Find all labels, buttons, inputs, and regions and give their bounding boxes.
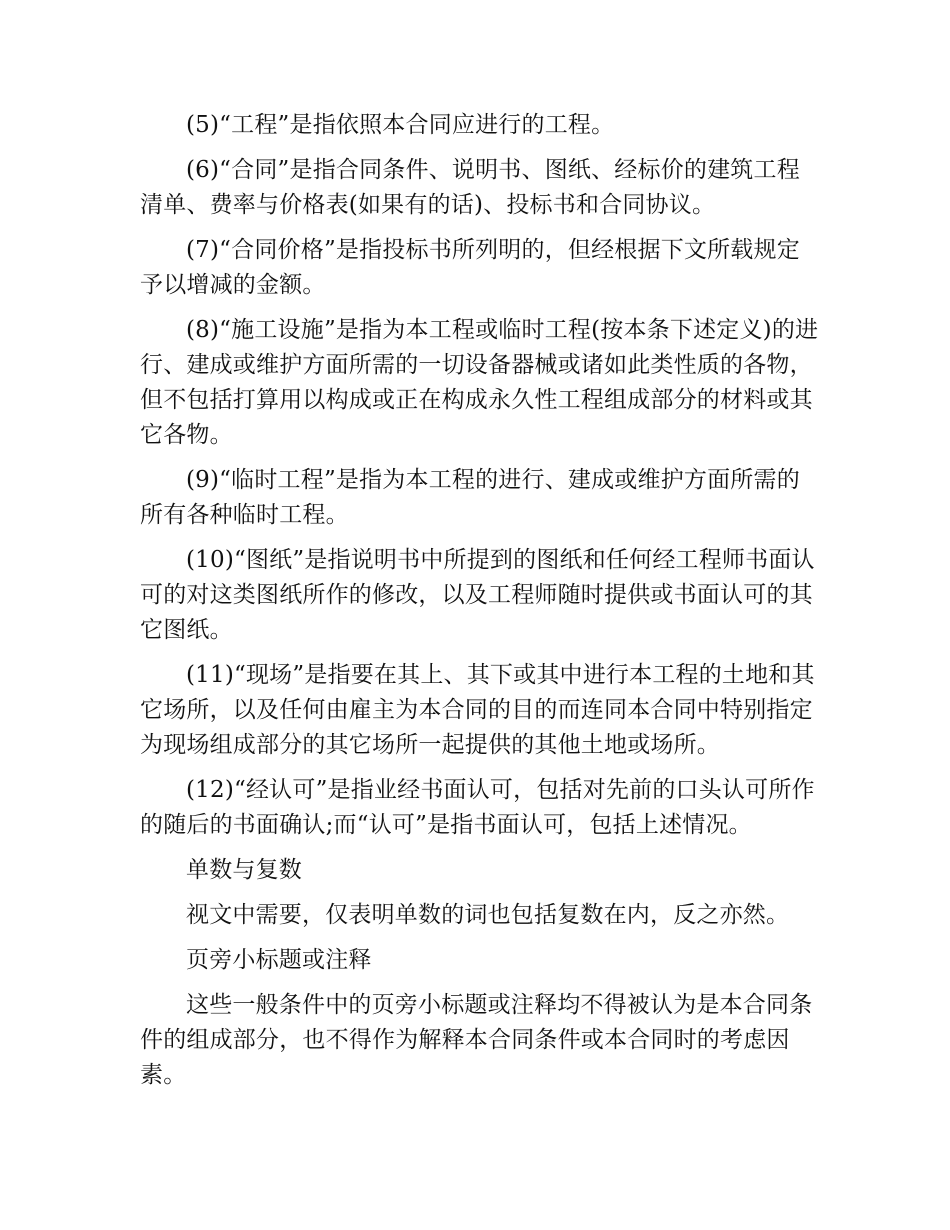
clause-5-engineering: (5)“工程”是指依照本合同应进行的工程。	[186, 112, 615, 138]
heading-singular-plural: 单数与复数	[186, 857, 302, 883]
clause-9-temporary-works: (9)“临时工程”是指为本工程的进行、建成或维护方面所需的所有各种临时工程。	[140, 467, 800, 528]
clause-12-approved: (12)“经认可”是指业经书面认可，包括对先前的口头认可所作的随后的书面确认;而“认可”是指书面认可，包括上述情况。	[140, 777, 815, 838]
clause-11-site: (11)“现场”是指要在其上、其下或其中进行本工程的土地和其它场所，以及任何由雇主为本合同的目的而连同本合同中特别指定为现场组成部分的其它场所一起提供的其他土地或场所。	[140, 662, 815, 758]
clause-8-construction-facilities: (8)“施工设施”是指为本工程或临时工程(按本条下述定义)的进行、建成或维护方面所需的一切设备器械或诸如此类性质的各物，但不包括打算用以构成或正在构成永久性工程组成部分的材料或其它各物。	[140, 317, 819, 448]
clause-6-contract: (6)“合同”是指合同条件、说明书、图纸、经标价的建筑工程清单、费率与价格表(如果有的话)、投标书和合同协议。	[140, 157, 800, 218]
paragraph-singular-plural: 视文中需要，仅表明单数的词也包括复数在内，反之亦然。	[186, 902, 790, 928]
heading-marginal-notes: 页旁小标题或注释	[186, 947, 372, 973]
clause-7-contract-price: (7)“合同价格”是指投标书所列明的，但经根据下文所载规定予以增减的金额。	[140, 237, 800, 298]
paragraph-marginal-notes: 这些一般条件中的页旁小标题或注释均不得被认为是本合同条件的组成部分，也不得作为解释本合同条件或本合同时的考虑因素。	[140, 992, 813, 1088]
clause-10-drawings: (10)“图纸”是指说明书中所提到的图纸和任何经工程师书面认可的对这类图纸所作的修改，以及工程师随时提供或书面认可的其它图纸。	[140, 547, 815, 643]
document-body	[140, 108, 820, 1103]
